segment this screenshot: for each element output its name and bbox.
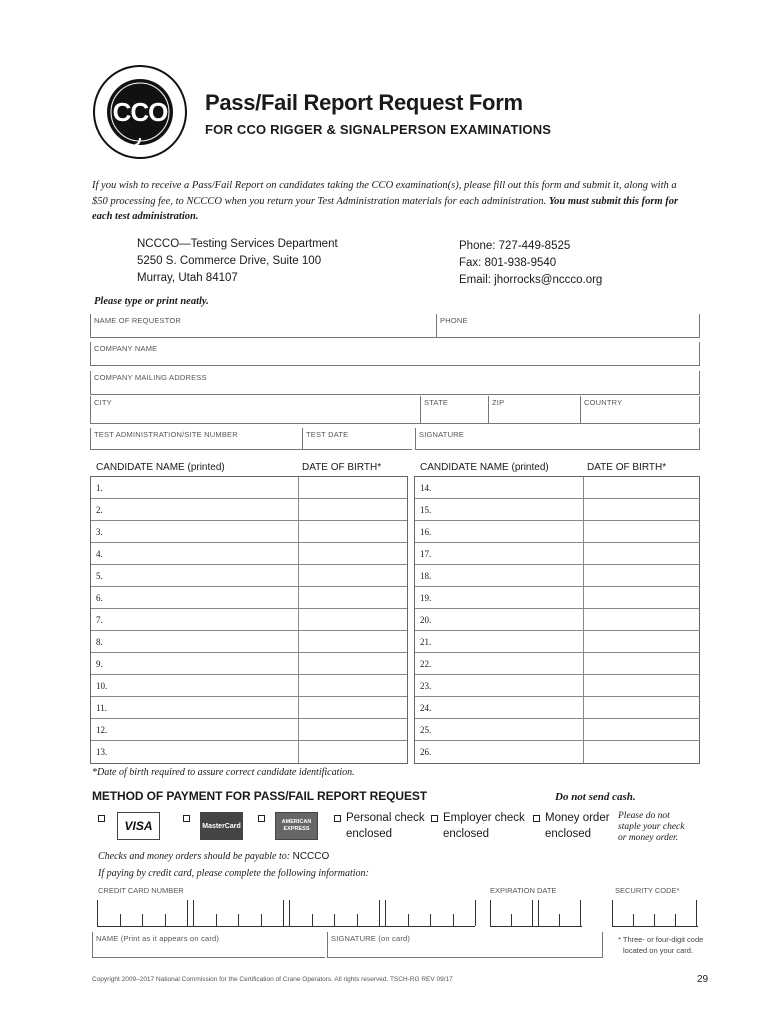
test-date-label: TEST DATE <box>306 430 349 439</box>
candidate-row[interactable] <box>91 719 407 741</box>
candidate-row[interactable] <box>415 719 699 741</box>
digit-tick <box>612 900 613 926</box>
employer-check-option <box>443 810 525 842</box>
city-label: CITY <box>94 398 112 407</box>
candidate-row[interactable] <box>415 675 699 697</box>
right-dob-header: DATE OF BIRTH* <box>587 462 667 473</box>
candidate-row[interactable] <box>91 499 407 521</box>
digit-tick <box>490 900 491 926</box>
digit-tick <box>654 914 655 926</box>
nccco-logo <box>92 64 188 160</box>
intro-bold: You must submit this form for each test administration. <box>92 195 679 222</box>
payable-to-value: NCCCO <box>292 851 330 862</box>
digit-tick <box>379 900 380 926</box>
candidate-row[interactable] <box>415 741 699 763</box>
country-label: COUNTRY <box>584 398 623 407</box>
mailing-address-field[interactable] <box>90 371 700 395</box>
company-name-label: COMPANY NAME <box>94 344 158 353</box>
candidate-row[interactable] <box>91 565 407 587</box>
security-note-line-1: * Three- or four-digit code <box>618 935 704 944</box>
address-line-2: 5250 S. Commerce Drive, Suite 100 <box>137 255 322 267</box>
candidate-row-number: 20. <box>420 615 432 625</box>
phone-label: PHONE <box>440 316 468 325</box>
country-field[interactable] <box>580 396 700 424</box>
staple-line-1: Please do not <box>618 811 670 821</box>
amex-logo <box>275 812 318 840</box>
candidate-row-number: 5. <box>96 571 103 581</box>
right-candidate-name-header: CANDIDATE NAME (printed) <box>420 462 549 473</box>
candidate-row-number: 23. <box>420 681 432 691</box>
state-field[interactable] <box>420 396 488 424</box>
digit-tick <box>334 914 335 926</box>
digit-tick <box>165 914 166 926</box>
money-order-line-2: enclosed <box>545 828 592 840</box>
candidate-row-number: 18. <box>420 571 432 581</box>
candidate-row[interactable] <box>415 499 699 521</box>
digit-tick <box>580 900 581 926</box>
digit-tick <box>238 914 239 926</box>
candidate-row[interactable] <box>415 477 699 499</box>
cc-number-input[interactable] <box>97 901 475 927</box>
contact-info <box>459 238 602 289</box>
test-date-field[interactable] <box>302 428 412 450</box>
staple-line-2: staple your check <box>618 822 685 832</box>
digit-tick <box>532 900 533 926</box>
candidate-row-number: 24. <box>420 703 432 713</box>
mastercard-checkbox[interactable] <box>183 815 190 822</box>
candidate-row[interactable] <box>91 543 407 565</box>
visa-checkbox[interactable] <box>98 815 105 822</box>
candidate-row-number: 17. <box>420 549 432 559</box>
staple-note <box>618 811 684 844</box>
digit-tick <box>430 914 431 926</box>
candidate-table-left <box>90 476 408 764</box>
city-field[interactable] <box>90 396 420 424</box>
money-order-option <box>545 810 610 842</box>
zip-field[interactable] <box>488 396 580 424</box>
digit-tick <box>289 900 290 926</box>
digit-tick <box>538 900 539 926</box>
candidate-row-number: 21. <box>420 637 432 647</box>
mastercard-label: MasterCard <box>202 822 241 830</box>
card-signature-field[interactable] <box>327 932 603 958</box>
candidate-row[interactable] <box>415 565 699 587</box>
digit-tick <box>216 914 217 926</box>
digit-tick <box>633 914 634 926</box>
digit-tick <box>142 914 143 926</box>
amex-checkbox[interactable] <box>258 815 265 822</box>
digit-tick <box>696 900 697 926</box>
form-subtitle: FOR CCO RIGGER & SIGNALPERSON EXAMINATIONS <box>205 122 552 137</box>
column-divider <box>583 477 584 763</box>
personal-check-checkbox[interactable] <box>334 815 341 822</box>
requestor-name-label: NAME OF REQUESTOR <box>94 316 182 325</box>
intro-paragraph <box>92 178 692 225</box>
security-code-input[interactable] <box>612 901 698 927</box>
digit-tick <box>120 914 121 926</box>
candidate-row-number: 2. <box>96 505 103 515</box>
intro-text: If you wish to receive a Pass/Fail Report on candidates taking the CCO examination(s), please fill out this form and submit it, along with a $50 processing fee, to NCCCO when you return your Test Administration materials for each administration. <box>92 180 677 207</box>
security-code-note <box>618 934 703 956</box>
phone-field[interactable] <box>436 314 700 338</box>
digit-tick <box>261 914 262 926</box>
money-order-checkbox[interactable] <box>533 815 540 822</box>
mailing-address-label: COMPANY MAILING ADDRESS <box>94 373 207 382</box>
digit-tick <box>675 914 676 926</box>
candidate-row[interactable] <box>415 653 699 675</box>
card-signature-label: SIGNATURE (on card) <box>331 934 411 943</box>
digit-tick <box>408 914 409 926</box>
candidate-row-number: 16. <box>420 527 432 537</box>
left-dob-header: DATE OF BIRTH* <box>302 462 382 473</box>
digit-tick <box>283 900 284 926</box>
site-number-field[interactable] <box>90 428 302 450</box>
candidate-row-number: 12. <box>96 725 108 735</box>
payment-heading: METHOD OF PAYMENT FOR PASS/FAIL REPORT REQUEST <box>92 789 427 803</box>
signature-label: SIGNATURE <box>419 430 464 439</box>
candidate-row[interactable] <box>91 609 407 631</box>
payable-to-line <box>98 851 329 862</box>
candidate-row[interactable] <box>415 521 699 543</box>
digit-tick <box>385 900 386 926</box>
staple-line-3: or money order. <box>618 833 679 843</box>
candidate-row-number: 10. <box>96 681 108 691</box>
amex-label: AMERICAN EXPRESS <box>281 819 312 832</box>
digit-tick <box>357 914 358 926</box>
svg-text:CCO: CCO <box>112 97 168 127</box>
candidate-row-number: 3. <box>96 527 103 537</box>
page-number: 29 <box>697 974 709 985</box>
candidate-row[interactable] <box>415 609 699 631</box>
digit-tick <box>193 900 194 926</box>
expiration-label: EXPIRATION DATE <box>490 886 557 895</box>
candidate-row-number: 15. <box>420 505 432 515</box>
digit-tick <box>312 914 313 926</box>
digit-tick <box>453 914 454 926</box>
candidate-row-number: 19. <box>420 593 432 603</box>
candidate-row-number: 14. <box>420 483 432 493</box>
expiration-input[interactable] <box>490 901 582 927</box>
cc-number-label: CREDIT CARD NUMBER <box>98 886 184 895</box>
visa-logo <box>117 812 160 840</box>
candidate-table-right <box>414 476 700 764</box>
digit-tick <box>559 914 560 926</box>
employer-check-line-1: Employer check <box>443 812 525 824</box>
candidate-row[interactable] <box>91 477 407 499</box>
print-instruction: Please type or print neatly. <box>94 296 209 307</box>
contact-email[interactable]: Email: jhorrocks@nccco.org <box>459 274 603 286</box>
mastercard-logo <box>200 812 243 840</box>
digit-tick <box>511 914 512 926</box>
candidate-row-number: 7. <box>96 615 103 625</box>
form-title: Pass/Fail Report Request Form <box>205 90 523 115</box>
address-line-1: NCCCO—Testing Services Department <box>137 238 338 250</box>
personal-check-option <box>346 810 425 842</box>
credit-card-instructions: If paying by credit card, please complete the following information: <box>98 868 369 879</box>
personal-check-line-2: enclosed <box>346 828 393 840</box>
candidate-row[interactable] <box>415 631 699 653</box>
address-line-3: Murray, Utah 84107 <box>137 272 238 284</box>
payable-to-label: Checks and money orders should be payable to: <box>98 851 291 862</box>
digit-tick <box>475 900 476 926</box>
candidate-row[interactable] <box>415 587 699 609</box>
candidate-row-number: 11. <box>96 703 107 713</box>
candidate-row[interactable] <box>91 521 407 543</box>
security-note-line-2: located on your card. <box>623 946 694 955</box>
dob-footnote: *Date of birth required to assure correct candidate identification. <box>92 767 355 778</box>
candidate-row[interactable] <box>91 587 407 609</box>
candidate-row[interactable] <box>91 631 407 653</box>
candidate-row-number: 9. <box>96 659 103 669</box>
candidate-row-number: 6. <box>96 593 103 603</box>
candidate-row[interactable] <box>91 653 407 675</box>
personal-check-line-1: Personal check <box>346 812 425 824</box>
candidate-row[interactable] <box>415 697 699 719</box>
digit-tick <box>187 900 188 926</box>
candidate-row[interactable] <box>91 741 407 763</box>
left-candidate-name-header: CANDIDATE NAME (printed) <box>96 462 225 473</box>
candidate-row-number: 8. <box>96 637 103 647</box>
company-name-field[interactable] <box>90 342 700 366</box>
card-name-field[interactable] <box>92 932 325 958</box>
candidate-row[interactable] <box>91 697 407 719</box>
visa-label: VISA <box>124 819 153 833</box>
signature-field[interactable] <box>415 428 700 450</box>
card-name-label: NAME (Print as it appears on card) <box>96 934 220 943</box>
mailing-address <box>137 236 338 287</box>
security-code-label: SECURITY CODE* <box>615 886 680 895</box>
candidate-row-number: 22. <box>420 659 432 669</box>
contact-phone: Phone: 727-449-8525 <box>459 240 571 252</box>
site-number-label: TEST ADMINISTRATION/SITE NUMBER <box>94 430 238 439</box>
column-divider <box>298 477 299 763</box>
copyright: Copyright 2009–2017 National Commission for the Certification of Crane Operators. All rights reserved. TSCH-RG REV 09/17 <box>92 976 453 983</box>
state-label: STATE <box>424 398 449 407</box>
candidate-row-number: 4. <box>96 549 103 559</box>
zip-label: ZIP <box>492 398 505 407</box>
candidate-row[interactable] <box>415 543 699 565</box>
candidate-row-number: 26. <box>420 747 432 757</box>
candidate-row[interactable] <box>91 675 407 697</box>
contact-fax: Fax: 801-938-9540 <box>459 257 557 269</box>
candidate-row-number: 25. <box>420 725 432 735</box>
candidate-row-number: 1. <box>96 483 103 493</box>
no-cash-note: Do not send cash. <box>555 791 636 803</box>
candidate-row-number: 13. <box>96 747 108 757</box>
employer-check-checkbox[interactable] <box>431 815 438 822</box>
requestor-name-field[interactable] <box>90 314 436 338</box>
employer-check-line-2: enclosed <box>443 828 490 840</box>
digit-tick <box>97 900 98 926</box>
money-order-line-1: Money order <box>545 812 610 824</box>
